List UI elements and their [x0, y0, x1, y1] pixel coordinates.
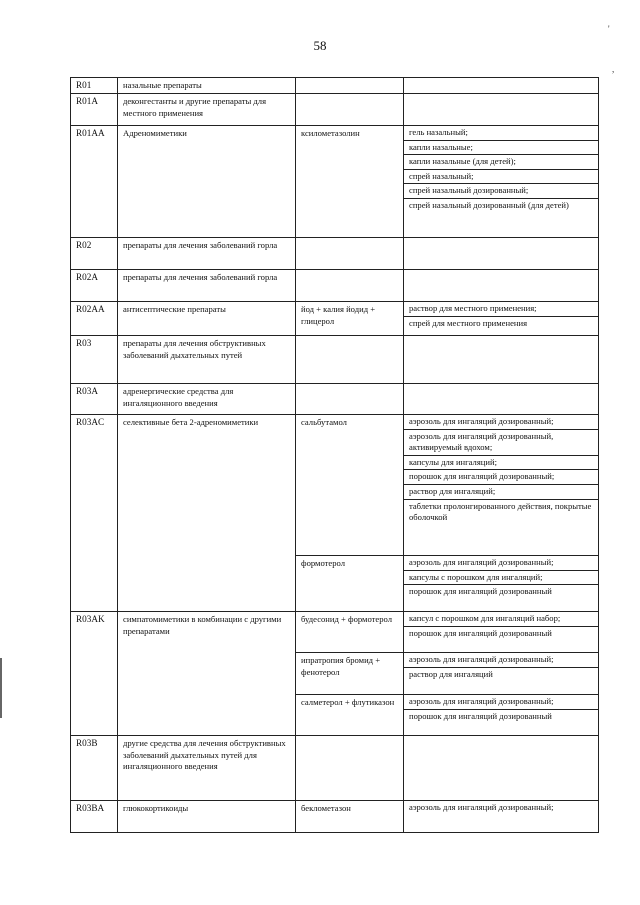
- dosage-forms-cell: [404, 653, 599, 695]
- inn-cell: ксилометазолин: [296, 126, 404, 238]
- atc-code-cell: R01: [71, 78, 118, 94]
- dosage-form-item: раствор для местного применения;: [409, 303, 537, 313]
- table-row: [71, 238, 599, 270]
- pharmacological-group-cell: назальные препараты: [118, 78, 296, 94]
- dosage-form-item: [404, 336, 598, 338]
- atc-code-cell: R02A: [71, 270, 118, 302]
- pharmacological-group-cell: препараты для лечения обструктивных заболеваний дыхательных путей: [118, 336, 296, 384]
- inn-cell: [296, 270, 404, 302]
- dosage-form-item: порошок для ингаляций дозированный;: [404, 469, 598, 484]
- dosage-form-item: [404, 736, 598, 738]
- dosage-form-item: порошок для ингаляций дозированный: [404, 709, 598, 724]
- dosage-form-item: порошок для ингаляций дозированный: [404, 584, 598, 599]
- pharmacological-group-cell: антисептические препараты: [118, 302, 296, 336]
- dosage-form-item: капсул с порошком для ингаляций набор;: [409, 613, 561, 623]
- pharmacological-group-cell: глюкокортикоиды: [118, 801, 296, 833]
- table-row: [71, 801, 599, 833]
- dosage-form-item: спрей назальный;: [404, 169, 598, 184]
- dosage-form-item: аэрозоль для ингаляций дозированный, активируемый вдохом;: [404, 429, 598, 455]
- inn-cell: ипратропия бромид + фенотерол: [296, 653, 404, 695]
- dosage-form-item: спрей для местного применения: [404, 316, 598, 331]
- table-row: [71, 270, 599, 302]
- pharmacological-group-cell: Адреномиметики: [118, 126, 296, 238]
- atc-code-cell: R03AC: [71, 415, 118, 612]
- atc-code-cell: R03: [71, 336, 118, 384]
- inn-cell: [296, 238, 404, 270]
- dosage-form-item: аэрозоль для ингаляций дозированный;: [409, 696, 554, 706]
- inn-cell: [296, 94, 404, 126]
- pharmacological-group-cell: селективные бета 2-адреномиметики: [118, 415, 296, 612]
- table-row: [71, 302, 599, 336]
- dosage-forms-cell: [404, 336, 599, 384]
- table-row: [71, 384, 599, 415]
- dosage-form-item: [404, 78, 598, 80]
- dosage-form-item: спрей назальный дозированный (для детей): [404, 198, 598, 213]
- dosage-form-item: [404, 94, 598, 96]
- atc-code-cell: R02: [71, 238, 118, 270]
- dosage-forms-cell: [404, 126, 599, 238]
- inn-cell: [296, 384, 404, 415]
- inn-cell: будесонид + формотерол: [296, 612, 404, 653]
- atc-code-cell: R02AA: [71, 302, 118, 336]
- pharmacological-group-cell: симпатомиметики в комбинации с другими препаратами: [118, 612, 296, 736]
- atc-code-cell: R03A: [71, 384, 118, 415]
- inn-cell: йод + калия йодид + глицерол: [296, 302, 404, 336]
- dosage-forms-cell: [404, 94, 599, 126]
- table-row: [71, 94, 599, 126]
- inn-cell: [296, 78, 404, 94]
- dosage-form-item: спрей назальный дозированный;: [404, 183, 598, 198]
- table-row: [71, 612, 599, 653]
- dosage-form-item: порошок для ингаляций дозированный: [404, 626, 598, 641]
- margin-mark: ': [608, 24, 610, 34]
- atc-code-cell: R01A: [71, 94, 118, 126]
- table-row: [71, 78, 599, 94]
- dosage-forms-cell: [404, 736, 599, 801]
- scan-edge-mark: [0, 658, 2, 718]
- table-row: [71, 736, 599, 801]
- atc-code-cell: R01AA: [71, 126, 118, 238]
- dosage-forms-cell: [404, 384, 599, 415]
- pharmacological-group-cell: препараты для лечения заболеваний горла: [118, 270, 296, 302]
- dosage-forms-cell: [404, 302, 599, 336]
- dosage-form-item: капсулы с порошком для ингаляций;: [404, 570, 598, 585]
- table-row: [71, 415, 599, 556]
- dosage-forms-cell: [404, 415, 599, 556]
- dosage-forms-cell: [404, 612, 599, 653]
- dosage-form-item: аэрозоль для ингаляций дозированный;: [409, 416, 554, 426]
- dosage-form-item: капли назальные;: [404, 140, 598, 155]
- dosage-form-item: [404, 270, 598, 272]
- dosage-form-item: капли назальные (для детей);: [404, 154, 598, 169]
- dosage-forms-cell: [404, 238, 599, 270]
- dosage-forms-cell: [404, 556, 599, 612]
- dosage-form-item: капсулы для ингаляций;: [404, 455, 598, 470]
- dosage-form-item: [404, 384, 598, 386]
- dosage-forms-cell: [404, 695, 599, 736]
- pharmacological-group-cell: другие средства для лечения обструктивных заболеваний дыхательных путей для ингаляционного введения: [118, 736, 296, 801]
- pharmacological-group-cell: адренергические средства для ингаляционного введения: [118, 384, 296, 415]
- dosage-forms-cell: [404, 801, 599, 833]
- atc-code-cell: R03B: [71, 736, 118, 801]
- dosage-forms-cell: [404, 270, 599, 302]
- dosage-form-item: [404, 238, 598, 240]
- margin-mark: ,: [612, 64, 615, 74]
- drug-classification-table: [70, 77, 599, 833]
- table-body: [71, 78, 599, 833]
- dosage-form-item: таблетки пролонгированного действия, покрытые оболочкой: [404, 499, 598, 525]
- inn-cell: беклометазон: [296, 801, 404, 833]
- dosage-form-item: гель назальный;: [409, 127, 468, 137]
- inn-cell: формотерол: [296, 556, 404, 612]
- pharmacological-group-cell: деконгестанты и другие препараты для местного применения: [118, 94, 296, 126]
- page-number: 58: [313, 38, 327, 53]
- pharmacological-group-cell: препараты для лечения заболеваний горла: [118, 238, 296, 270]
- inn-cell: салметерол + флутиказон: [296, 695, 404, 736]
- inn-cell: сальбутамол: [296, 415, 404, 556]
- table-row: [71, 126, 599, 238]
- dosage-forms-cell: [404, 78, 599, 94]
- atc-code-cell: R03BA: [71, 801, 118, 833]
- atc-code-cell: R03AK: [71, 612, 118, 736]
- dosage-form-item: аэрозоль для ингаляций дозированный;: [409, 654, 554, 664]
- inn-cell: [296, 736, 404, 801]
- dosage-form-item: раствор для ингаляций: [404, 667, 598, 682]
- inn-cell: [296, 336, 404, 384]
- dosage-form-item: раствор для ингаляций;: [404, 484, 598, 499]
- table-row: [71, 336, 599, 384]
- dosage-form-item: аэрозоль для ингаляций дозированный;: [409, 557, 554, 567]
- dosage-form-item: аэрозоль для ингаляций дозированный;: [409, 802, 554, 812]
